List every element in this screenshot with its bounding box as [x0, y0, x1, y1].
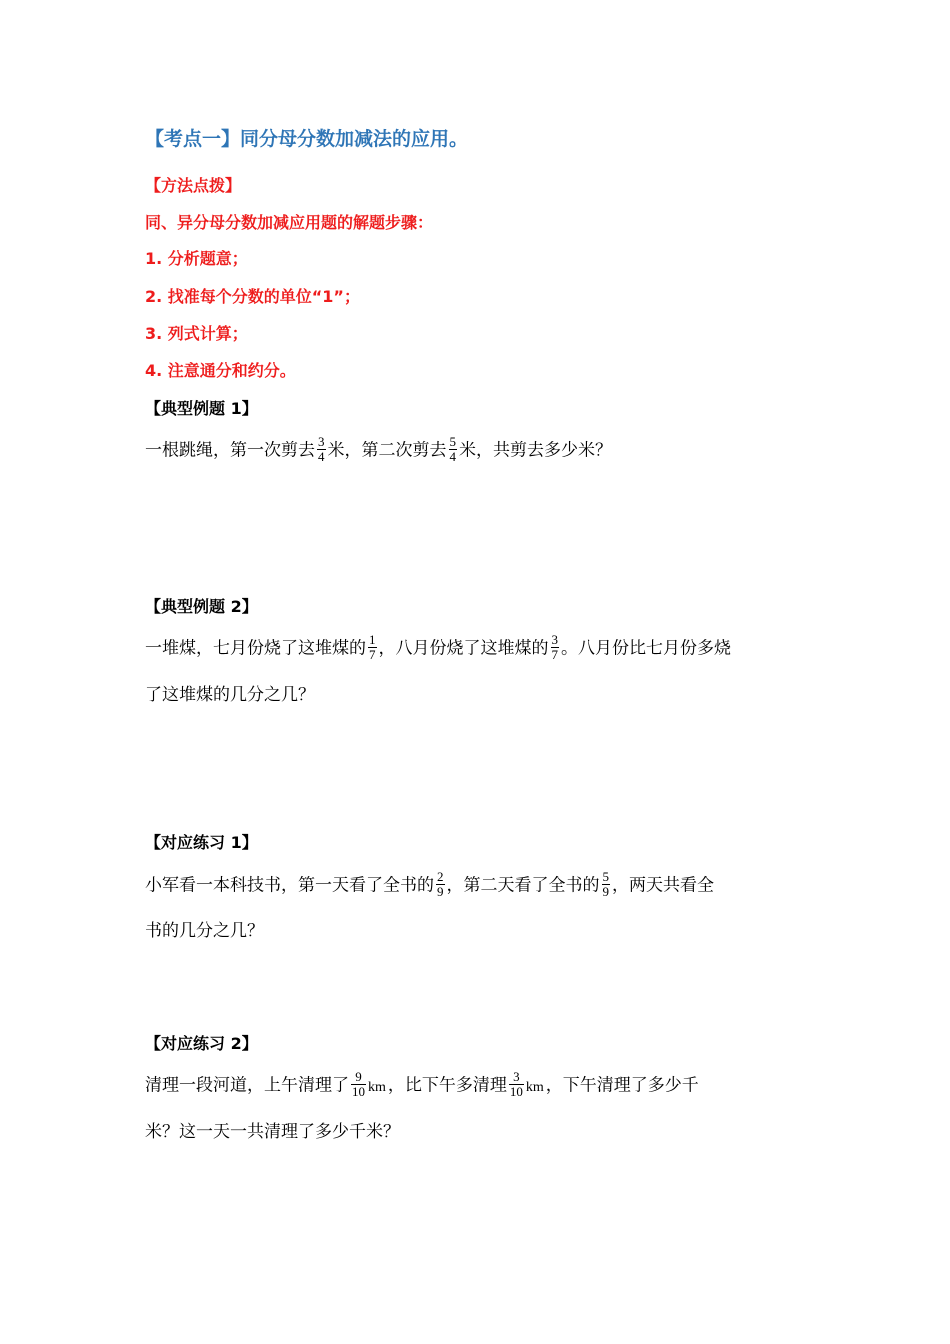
method-step-4: 4. 注意通分和约分。: [145, 361, 296, 380]
example2-fraction-1: [368, 633, 377, 662]
example1-label: 【典型例题 1】: [145, 399, 258, 418]
fraction-denominator: 10: [509, 1084, 523, 1099]
practice2-text-3: ，下午清理了多少千: [545, 1075, 699, 1096]
fraction-numerator: 9: [351, 1070, 366, 1085]
practice2-fraction-1: [351, 1070, 366, 1099]
practice2-label: 【对应练习 2】: [145, 1034, 258, 1053]
example2-text-3: 。八月份比七月份多烧: [561, 638, 731, 659]
practice1-text-2: ，第二天看了全书的: [446, 875, 600, 896]
example2-fraction-2: [551, 633, 560, 662]
fraction-denominator: 4: [449, 449, 456, 464]
fraction-denominator: 10: [352, 1084, 365, 1099]
practice2-unit-1: km: [368, 1079, 386, 1095]
fraction-numerator: 3: [551, 632, 558, 647]
fraction-numerator: 5: [602, 869, 609, 884]
example1-fraction-1: [317, 435, 326, 464]
method-step-2: 2. 找准每个分数的单位“1”；: [145, 287, 360, 306]
fraction-denominator: 4: [318, 449, 325, 464]
fraction-numerator: 1: [369, 632, 376, 647]
method-step-1: 1. 分析题意；: [145, 249, 248, 268]
method-intro: 同、异分母分数加减应用题的解题步骤：: [145, 213, 434, 232]
practice2-question-line-1: [145, 1071, 699, 1101]
fraction-denominator: 9: [602, 884, 609, 899]
example2-question-line-2: 了这堆煤的几分之几？: [145, 685, 315, 705]
fraction-numerator: 3: [318, 434, 325, 449]
practice1-label: 【对应练习 1】: [145, 833, 258, 852]
method-label: 【方法点拨】: [145, 176, 242, 195]
example2-question-line-1: [145, 634, 731, 663]
fraction-numerator: 3: [509, 1070, 524, 1085]
practice1-text-1: 小军看一本科技书，第一天看了全书的: [145, 875, 434, 896]
method-step-3: 3. 列式计算；: [145, 324, 248, 343]
example1-fraction-2: [449, 435, 458, 464]
practice1-question-line-1: [145, 871, 714, 900]
practice2-text-2: ，比下午多清理: [387, 1075, 507, 1096]
practice2-question-line-2: 米？这一天一共清理了多少千米？: [145, 1122, 400, 1142]
example1-text-3: 米，共剪去多少米？: [459, 440, 612, 461]
practice1-fraction-2: [602, 870, 611, 899]
example2-text-1: 一堆煤，七月份烧了这堆煤的: [145, 638, 366, 659]
fraction-numerator: 5: [449, 434, 456, 449]
kaodian-title: 【考点一】同分母分数加减法的应用。: [145, 128, 469, 150]
fraction-denominator: 9: [437, 884, 444, 899]
example1-text-1: 一根跳绳，第一次剪去: [145, 440, 315, 461]
fraction-denominator: 7: [369, 647, 376, 662]
practice2-text-1: 清理一段河道，上午清理了: [145, 1075, 349, 1096]
practice2-fraction-2: [509, 1070, 524, 1099]
practice1-question-line-2: 书的几分之几？: [145, 921, 264, 941]
example1-text-2: 米，第二次剪去: [327, 440, 447, 461]
practice1-text-3: ，两天共看全: [612, 875, 714, 896]
example2-text-2: ，八月份烧了这堆煤的: [378, 638, 549, 659]
example2-label: 【典型例题 2】: [145, 597, 258, 616]
example1-question: [145, 436, 612, 465]
fraction-numerator: 2: [437, 869, 444, 884]
fraction-denominator: 7: [551, 647, 558, 662]
practice2-unit-2: km: [525, 1079, 544, 1095]
practice1-fraction-1: [436, 870, 445, 899]
